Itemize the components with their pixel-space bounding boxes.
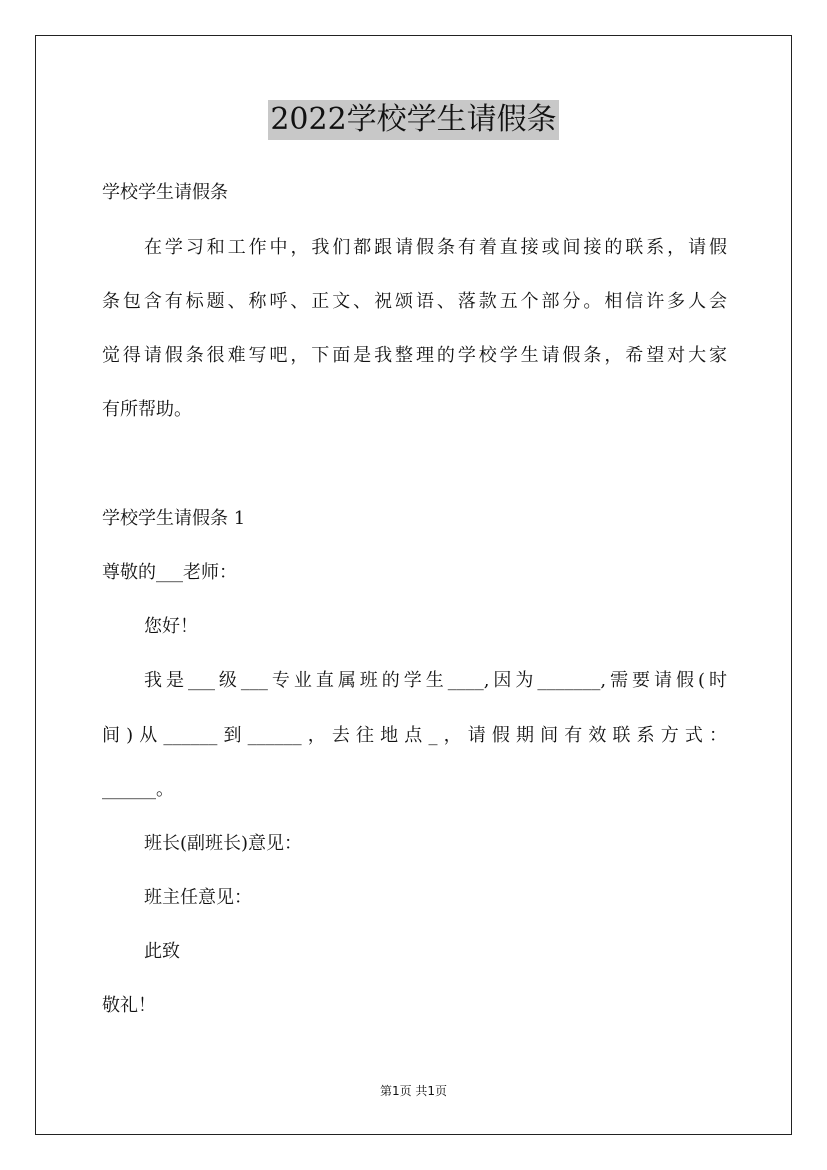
- subtitle: 学校学生请假条: [102, 182, 228, 203]
- title-container: [0, 100, 827, 140]
- salutation: 尊敬的___老师：: [102, 562, 237, 583]
- greeting: 您好！: [144, 616, 198, 637]
- teacher-opinion: 班主任意见：: [144, 887, 252, 908]
- body-line-1: 我是___级___专业直属班的学生____,因为_______,需要请假(时: [144, 670, 727, 691]
- document-title: 2022学校学生请假条: [268, 100, 558, 140]
- section-heading: 学校学生请假条 1: [102, 508, 246, 529]
- monitor-opinion: 班长(副班长)意见：: [144, 833, 303, 854]
- intro-line-2: 条包含有标题、称呼、正文、祝颂语、落款五个部分。相信许多人会: [102, 291, 727, 312]
- intro-line-4: 有所帮助。: [102, 399, 192, 420]
- page-footer: 第1页 共1页: [379, 1084, 448, 1098]
- intro-line-3: 觉得请假条很难写吧，下面是我整理的学校学生请假条，希望对大家: [102, 345, 727, 366]
- closing-salute: 敬礼！: [102, 995, 156, 1016]
- body-line-3: ______。: [102, 779, 174, 800]
- intro-line-1: 在学习和工作中，我们都跟请假条有着直接或间接的联系，请假: [144, 237, 727, 258]
- closing-this-letter: 此致: [144, 941, 180, 962]
- body-line-2: 间)从______到______，去往地点_，请假期间有效联系方式：: [102, 725, 727, 746]
